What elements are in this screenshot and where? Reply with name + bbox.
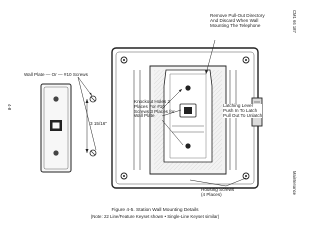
figure-caption: [40, 208, 270, 219]
callout-wall-plate: Wall Plate — Or — #10 Screws: [24, 72, 88, 77]
callout-knockout: [134, 100, 175, 119]
dimension-line: [86, 99, 89, 153]
callout-housing-screws-line-2: (4 Places): [201, 191, 222, 197]
document-number: CM1 66 187: [292, 10, 297, 33]
callout-knockout-line-1: Knockout Holes 2: [134, 99, 171, 104]
callout-latching-lever-line-3: Pull Out To Unlatch: [223, 112, 263, 118]
callout-remove-pullout-line-2: And Discard When Wall: [210, 17, 259, 23]
callout-remove-pullout-line-3: Mounting The Telephone: [210, 22, 261, 28]
section-label: Maintenance: [292, 171, 297, 195]
figure-title: Station Wall Mounting Details: [136, 208, 199, 213]
figure-number: Figure 4-5.: [111, 208, 135, 213]
callout-latching-lever: [223, 104, 262, 118]
page-number: 4-8: [7, 104, 12, 111]
figure-note: (Note: 22 Line/Feature Keyset shown • Single-Line Keyset similar): [90, 213, 220, 219]
callout-knockout-line-4: Wall Plate: [134, 113, 155, 119]
callout-latching-lever-line-2: Push In To Latch: [223, 107, 258, 113]
callout-remove-pullout-line-1: Remove Pull-Out Directory: [210, 13, 265, 18]
dimension-label: 3 15/16": [90, 121, 107, 126]
wall-plate: [41, 84, 71, 172]
callout-knockout-line-2: Places For #10: [134, 103, 165, 109]
callout-housing-screws: [201, 188, 234, 198]
callout-latching-lever-line-1: Latching Lever: [223, 103, 254, 108]
callout-knockout-line-3: Screws 3 Places for: [134, 108, 175, 114]
inner-panel: [150, 66, 226, 174]
callout-remove-pullout: [210, 14, 265, 28]
callout-housing-screws-line-1: Housing Screws: [201, 187, 235, 192]
